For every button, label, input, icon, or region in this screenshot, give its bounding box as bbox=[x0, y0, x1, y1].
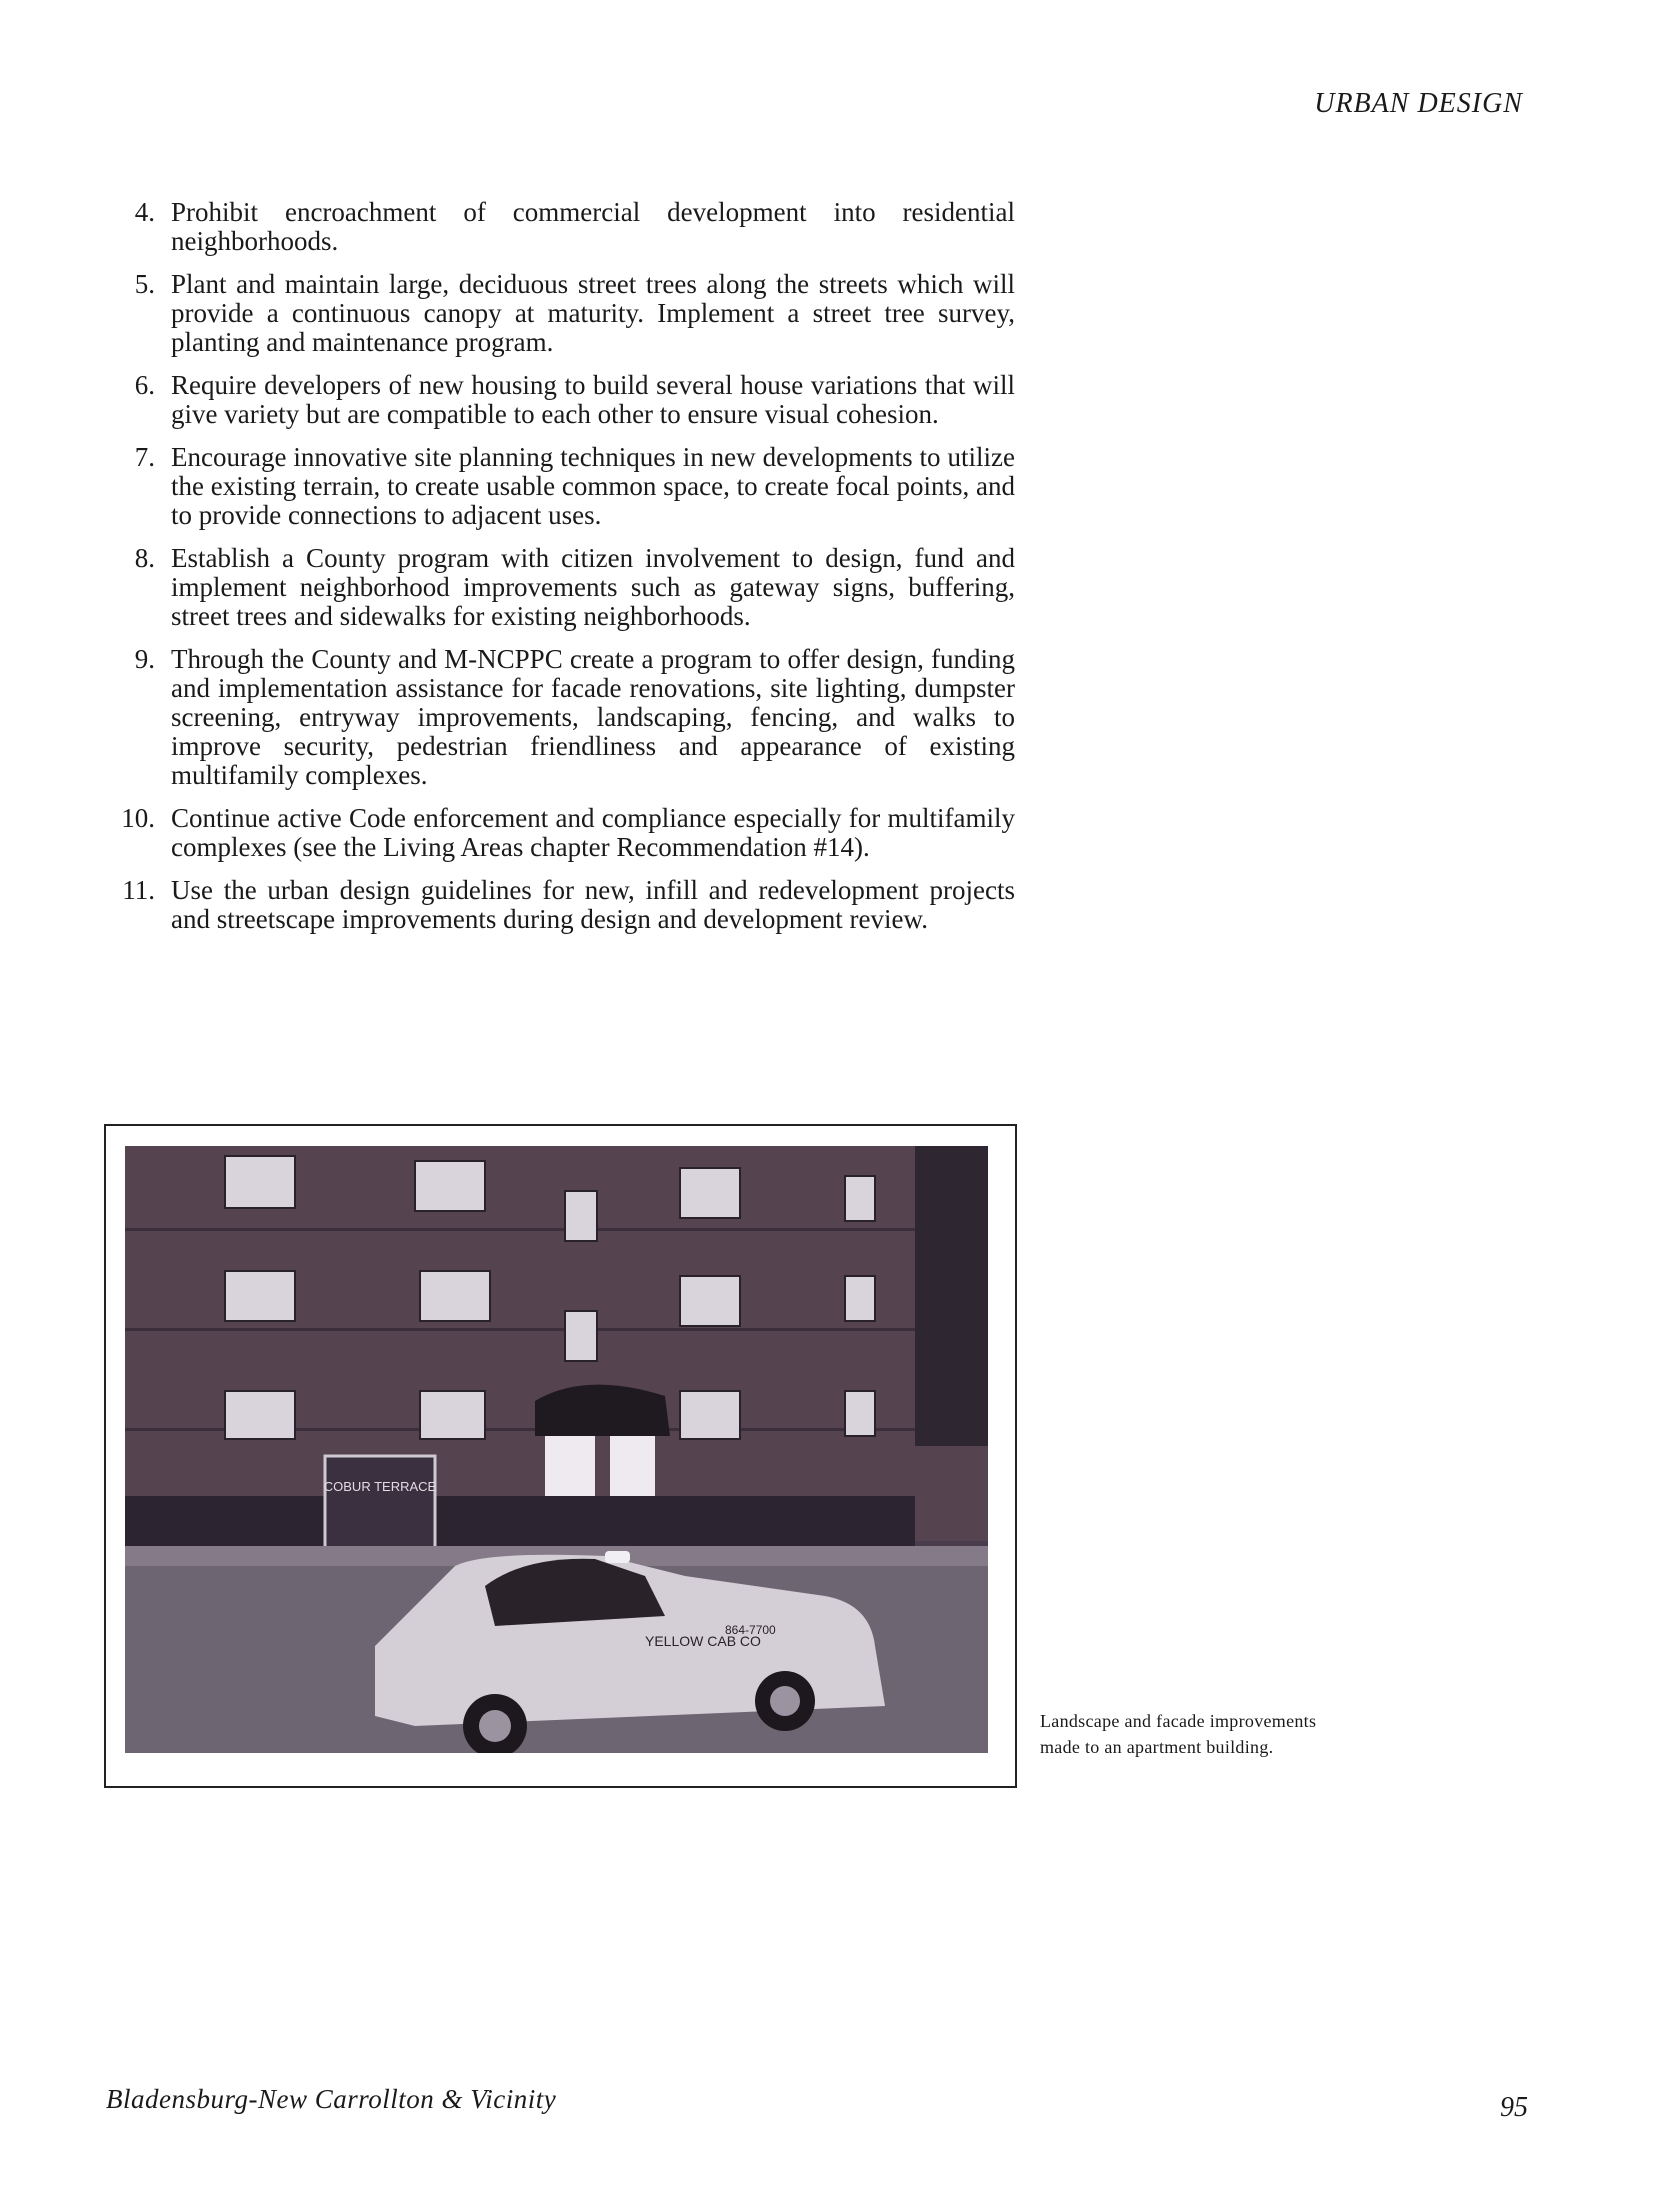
item-text: Encourage innovative site planning techniques in new developments to utilize the existing terrain, to create usable common space, to create focal points, and to provide connections to adjacent uses. bbox=[171, 442, 1015, 530]
recommendations-list bbox=[115, 198, 1015, 948]
document-title: Bladensburg-New Carrollton & Vicinity bbox=[106, 2084, 557, 2114]
section-title: URBAN DESIGN bbox=[1314, 88, 1523, 119]
photo-caption: Landscape and facade improvements made to an apartment building. bbox=[1040, 1711, 1317, 1757]
list-item bbox=[115, 443, 1015, 530]
item-number: 6. bbox=[134, 370, 155, 400]
item-number: 11. bbox=[122, 875, 155, 905]
item-number: 7. bbox=[134, 442, 155, 472]
item-number: 8. bbox=[134, 543, 155, 573]
item-text: Continue active Code enforcement and compliance especially for multifamily complexes (see the Living Areas chapter Recommendation #14). bbox=[171, 803, 1015, 862]
apartment-building-photo bbox=[125, 1146, 988, 1753]
list-item bbox=[115, 876, 1015, 934]
taxi-phone: 864-7700 bbox=[725, 1623, 776, 1637]
item-number: 10. bbox=[121, 803, 155, 833]
item-number: 5. bbox=[134, 269, 155, 299]
item-text: Require developers of new housing to build several house variations that will give variety but are compatible to each other to ensure visual cohesion. bbox=[171, 370, 1015, 429]
sign-text: COBUR TERRACE bbox=[323, 1479, 437, 1494]
list-item bbox=[115, 544, 1015, 631]
item-text: Establish a County program with citizen involvement to design, fund and implement neighborhood improvements such as gateway signs, buffering, street trees and sidewalks for existing neighborhoods. bbox=[171, 543, 1015, 631]
item-text: Plant and maintain large, deciduous street trees along the streets which will provide a continuous canopy at maturity. Implement a street tree survey, planting and maintenance program. bbox=[171, 269, 1015, 357]
photo-frame bbox=[104, 1124, 1017, 1788]
list-item bbox=[115, 645, 1015, 790]
item-text: Prohibit encroachment of commercial development into residential neighborhoods. bbox=[171, 197, 1015, 256]
list-item bbox=[115, 198, 1015, 256]
item-number: 9. bbox=[134, 644, 155, 674]
item-text: Through the County and M-NCPPC create a program to offer design, funding and implementation assistance for facade renovations, site lighting, dumpster screening, entryway improvements, landscaping, fencing, and walks to improve security, pedestrian friendliness and appearance of existing multifamily complexes. bbox=[171, 644, 1015, 790]
item-text: Use the urban design guidelines for new, infill and redevelopment projects and streetscape improvements during design and development review. bbox=[171, 875, 1015, 934]
taxi-text: YELLOW CAB CO bbox=[645, 1633, 761, 1649]
item-number: 4. bbox=[134, 197, 155, 227]
list-item bbox=[115, 270, 1015, 357]
page-number: 95 bbox=[1500, 2092, 1528, 2123]
list-item bbox=[115, 804, 1015, 862]
list-item bbox=[115, 371, 1015, 429]
